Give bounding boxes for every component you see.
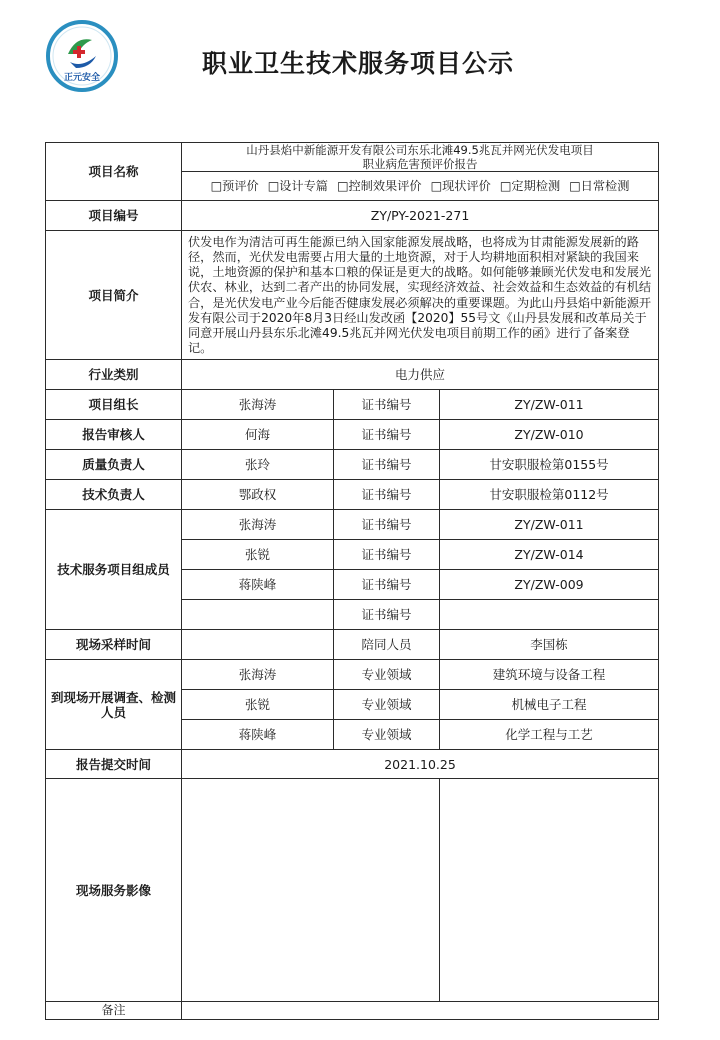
project-name: 山丹县焰中新能源开发有限公司东乐北滩49.5兆瓦并网光伏发电项目 职业病危害预评价报告 — [182, 143, 659, 172]
project-number-label: 项目编号 — [46, 201, 182, 231]
sampling-time-value — [182, 630, 334, 660]
staff-name: 张玲 — [182, 450, 334, 480]
cert-label: 证书编号 — [334, 600, 440, 630]
cert-label: 证书编号 — [334, 450, 440, 480]
cert-label: 证书编号 — [334, 480, 440, 510]
project-number: ZY/PY-2021-271 — [182, 201, 659, 231]
option-daily-test[interactable]: □日常检测 — [569, 178, 630, 193]
cert-label: 证书编号 — [334, 570, 440, 600]
field-label: 专业领域 — [334, 690, 440, 720]
submit-time-label: 报告提交时间 — [46, 750, 182, 779]
survey-field: 建筑环境与设备工程 — [440, 660, 659, 690]
option-pre-evaluation[interactable]: □预评价 — [210, 178, 259, 193]
staff-role: 报告审核人 — [46, 420, 182, 450]
page-title: 职业卫生技术服务项目公示 — [201, 49, 514, 78]
staff-role: 项目组长 — [46, 390, 182, 420]
staff-role: 质量负责人 — [46, 450, 182, 480]
staff-cert: 甘安职服检第0155号 — [440, 450, 659, 480]
cert-label: 证书编号 — [334, 390, 440, 420]
member-cert: ZY/ZW-014 — [440, 540, 659, 570]
field-label: 专业领域 — [334, 660, 440, 690]
member-cert — [440, 600, 659, 630]
member-name — [182, 600, 334, 630]
sampling-time-label: 现场采样时间 — [46, 630, 182, 660]
companion-value: 李国栋 — [440, 630, 659, 660]
logo-text: 正元安全 — [63, 73, 101, 83]
industry-value: 电力供应 — [182, 360, 659, 390]
option-design-chapter[interactable]: □设计专篇 — [267, 178, 328, 193]
staff-role: 技术负责人 — [46, 480, 182, 510]
remark-label: 备注 — [46, 1002, 182, 1020]
survey-name: 张锐 — [182, 690, 334, 720]
site-image-slot-1 — [182, 779, 440, 1002]
survey-name: 张海涛 — [182, 660, 334, 690]
staff-name: 张海涛 — [182, 390, 334, 420]
survey-staff-label: 到现场开展调查、检测人员 — [46, 660, 182, 750]
project-intro-label: 项目简介 — [46, 231, 182, 360]
survey-field: 化学工程与工艺 — [440, 720, 659, 750]
project-table — [45, 142, 659, 1020]
staff-name: 何海 — [182, 420, 334, 450]
option-control-effect[interactable]: □控制效果评价 — [336, 178, 422, 193]
project-intro: 伏发电作为清洁可再生能源已纳入国家能源发展战略，也将成为甘肃能源发展新的路径，然而，光伏发电需要占用大量的土地资源，对于人均耕地面积相对紧缺的我国来说，土地资源的保护和基本口粮的保证是更大的战略。如何能够兼顾光伏发电和发展光伏农、林业，达到二者产出的协同发展，实现经济效益、社会效益和生态效益的有机结合，是光伏发电产业今后能否健康发展必须解决的重要课题。为此山丹县焰中新能源开发有限公司于2020年8月3日经山发改函【2020】55号文《山丹县发展和改革局关于同意开展山丹县东乐北滩49.5兆瓦并网光伏发电项目前期工作的函》进行了备案登记。 — [182, 231, 659, 360]
cert-label: 证书编号 — [334, 420, 440, 450]
project-name-label: 项目名称 — [46, 143, 182, 201]
survey-field: 机械电子工程 — [440, 690, 659, 720]
member-name: 张海涛 — [182, 510, 334, 540]
site-image-slot-2 — [440, 779, 659, 1002]
site-images-label: 现场服务影像 — [46, 779, 182, 1002]
staff-cert: ZY/ZW-011 — [440, 390, 659, 420]
member-name: 蒋陕峰 — [182, 570, 334, 600]
industry-label: 行业类别 — [46, 360, 182, 390]
cert-label: 证书编号 — [334, 540, 440, 570]
companion-label: 陪同人员 — [334, 630, 440, 660]
field-label: 专业领域 — [334, 720, 440, 750]
option-periodic-test[interactable]: □定期检测 — [499, 178, 561, 193]
submit-time-value: 2021.10.25 — [182, 750, 659, 779]
staff-name: 鄂政权 — [182, 480, 334, 510]
survey-name: 蒋陕峰 — [182, 720, 334, 750]
option-status-evaluation[interactable]: □现状评价 — [430, 178, 491, 193]
members-label: 技术服务项目组成员 — [46, 510, 182, 630]
member-cert: ZY/ZW-009 — [440, 570, 659, 600]
member-cert: ZY/ZW-011 — [440, 510, 659, 540]
staff-cert: ZY/ZW-010 — [440, 420, 659, 450]
staff-cert: 甘安职服检第0112号 — [440, 480, 659, 510]
member-name: 张锐 — [182, 540, 334, 570]
remark-value — [182, 1002, 659, 1020]
evaluation-type-options — [182, 172, 659, 201]
cert-label: 证书编号 — [334, 510, 440, 540]
